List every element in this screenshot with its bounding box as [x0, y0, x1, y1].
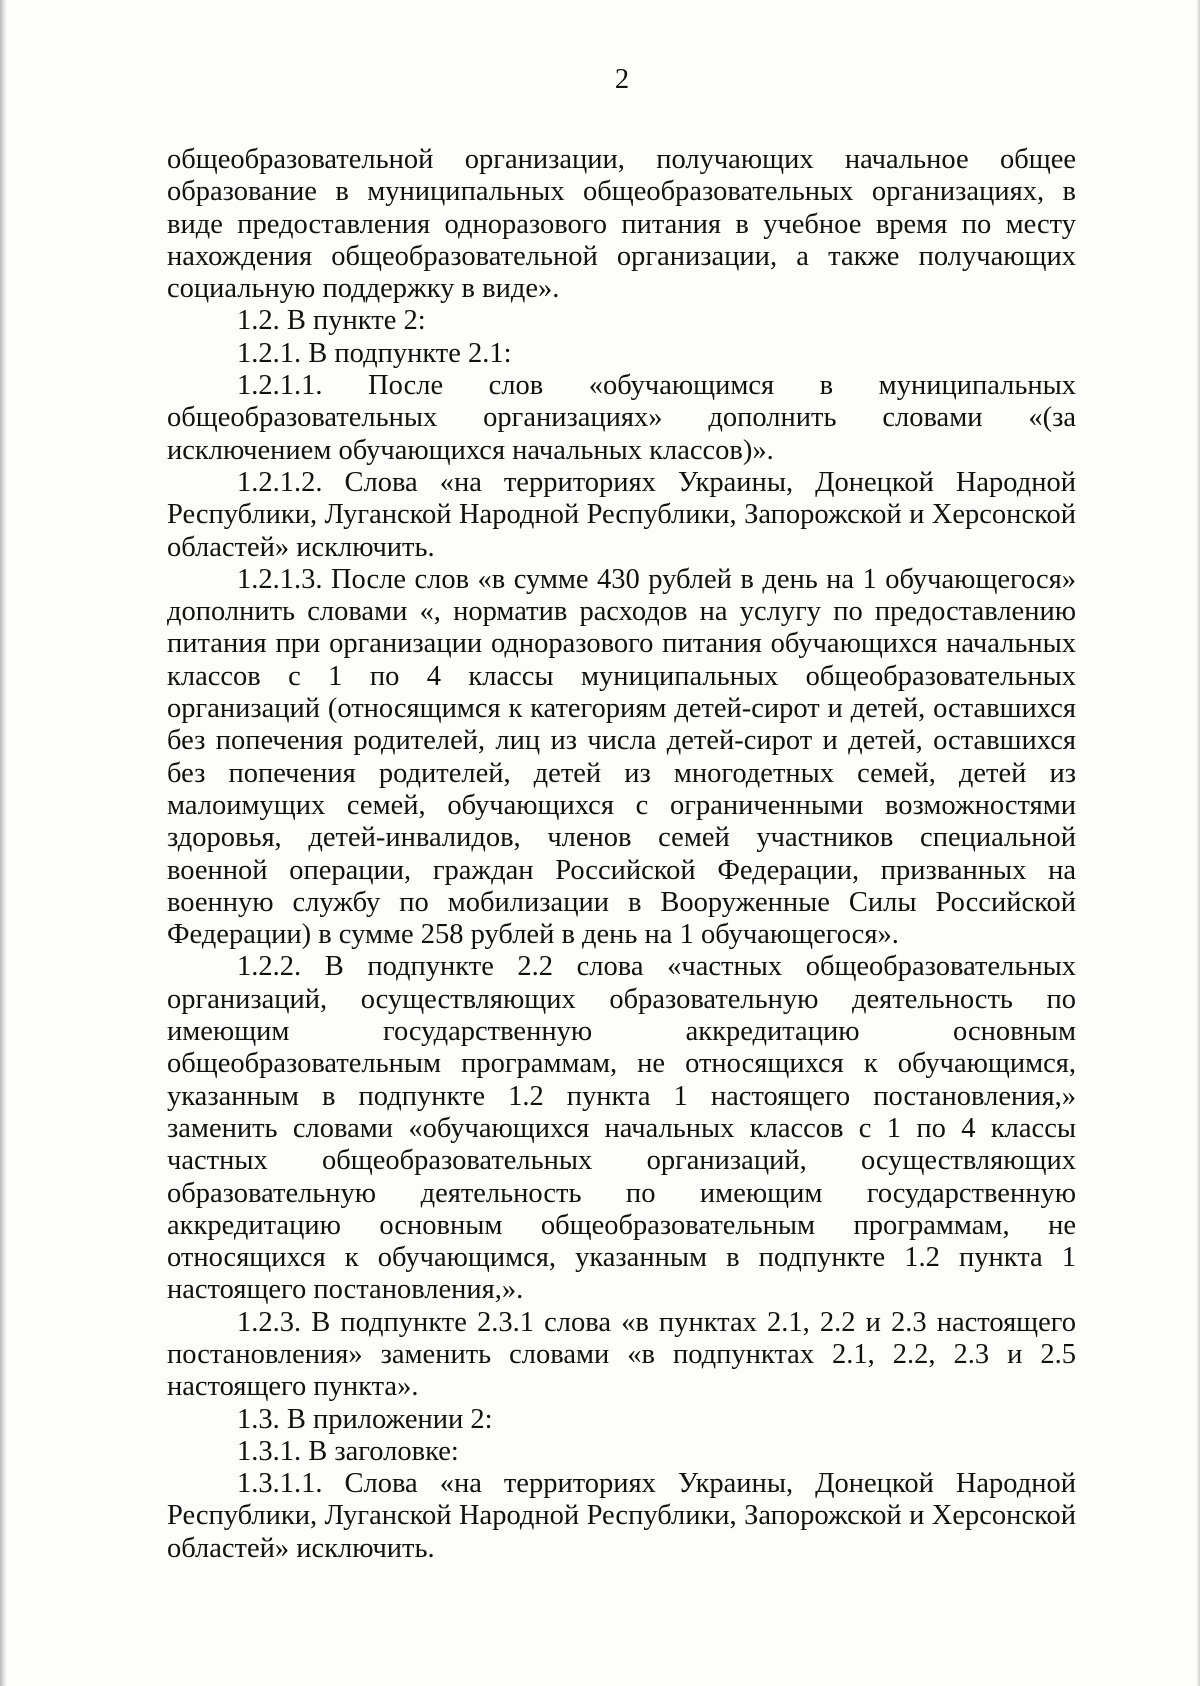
scan-edge-left — [0, 0, 7, 1686]
paragraph-1-2-2: 1.2.2. В подпункте 2.2 слова «частных общеобразовательных организаций, осуществляющих образовательную деятельность по имеющим государственную аккредитацию основным общеобразовательным программам, не относящихся к обучающимся, указанным в подпункте 1.2 пункта 1 настоящего постановления,» заменить словами «обучающихся начальных классов с 1 по 4 классы частных общеобразовательных организаций, осуществляющих образовательную деятельность по имеющим государственную аккредитацию основным общеобразовательным программам, не относящихся к обучающимся, указанным в подпункте 1.2 пункта 1 настоящего постановления,». — [167, 951, 1076, 1306]
paragraph-continuation: общеобразовательной организации, получающих начальное общее образование в муниципальных общеобразовательных организациях, в виде предоставления одноразового питания в учебное время по месту нахождения общеобразовательной организации, а также получающих социальную поддержку в виде». — [167, 144, 1076, 305]
paragraph-1-2-1-3: 1.2.1.3. После слов «в сумме 430 рублей в день на 1 обучающегося» дополнить словами «, норматив расходов на услугу по предоставлению питания при организации одноразового питания обучающихся начальных классов с 1 по 4 классы муниципальных общеобразовательных организаций (относящимся к категориям детей-сирот и детей, оставшихся без попечения родителей, лиц из числа детей-сирот и детей, оставшихся без попечения родителей, детей из многодетных семей, детей из малоимущих семей, обучающихся с ограниченными возможностями здоровья, детей-инвалидов, членов семей участников специальной военной операции, граждан Российской Федерации, призванных на военную службу по мобилизации в Вооруженные Силы Российской Федерации) в сумме 258 рублей в день на 1 обучающегося». — [167, 563, 1076, 951]
paragraph-1-2-1-2: 1.2.1.2. Слова «на территориях Украины, Донецкой Народной Республики, Луганской Народной Республики, Запорожской и Херсонской областей» исключить. — [167, 466, 1076, 563]
scan-edge-right — [1196, 0, 1200, 1686]
page-number: 2 — [614, 64, 630, 95]
document-body — [167, 144, 1076, 1565]
paragraph-1-3: 1.3. В приложении 2: — [237, 1403, 493, 1435]
paragraph-1-2-1-1: 1.2.1.1. После слов «обучающимся в муниципальных общеобразовательных организациях» дополнить словами «(за исключением обучающихся начальных классов)». — [167, 370, 1076, 466]
paragraph-1-2-3: 1.2.3. В подпункте 2.3.1 слова «в пунктах 2.1, 2.2 и 2.3 настоящего постановления» заменить словами «в подпунктах 2.1, 2.2, 2.3 и 2.5 настоящего пункта». — [167, 1306, 1076, 1403]
paragraph-1-2: 1.2. В пункте 2: — [237, 305, 426, 337]
paragraph-1-3-1-1: 1.3.1.1. Слова «на территориях Украины, Донецкой Народной Республики, Луганской Народной Республики, Запорожской и Херсонской областей» исключить. — [167, 1468, 1076, 1564]
paragraph-1-2-1: 1.2.1. В подпункте 2.1: — [237, 337, 512, 369]
paragraph-1-3-1: 1.3.1. В заголовке: — [237, 1435, 459, 1467]
